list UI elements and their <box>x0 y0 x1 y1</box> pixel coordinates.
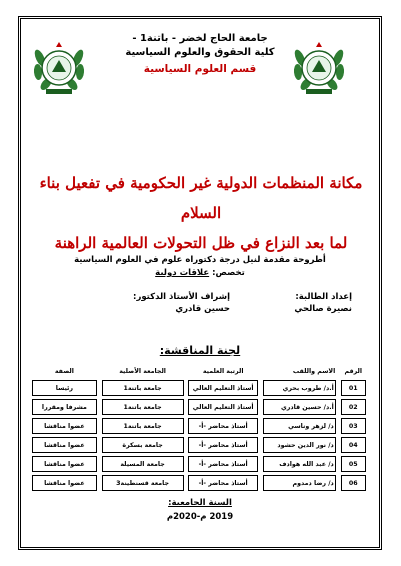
member-name: د/ رضا دمدوم <box>263 476 335 491</box>
supervisor-label: إشراف الأستاذ الدكتور: <box>133 292 230 302</box>
member-number: 06 <box>341 476 365 491</box>
committee-row <box>33 438 366 453</box>
header-university: الجامعة الأصلية <box>119 367 166 375</box>
member-rank: أستاذ محاضر -أ- <box>189 419 258 434</box>
member-number: 03 <box>341 419 365 434</box>
academic-year-label: السنة الجامعية: <box>168 498 232 508</box>
thesis-title <box>38 168 364 258</box>
member-name: أ.د/ حسين قادري <box>263 400 335 415</box>
member-rank: أستاذ محاضر -أ- <box>189 438 258 453</box>
member-number: 02 <box>341 400 365 415</box>
member-number: 01 <box>341 381 365 396</box>
header-rank: الرتبة العلمية <box>202 367 244 375</box>
committee-table <box>32 365 366 491</box>
thesis-description <box>40 254 360 280</box>
committee-row <box>33 381 366 396</box>
member-number: 05 <box>341 457 365 472</box>
star-icon <box>56 42 62 47</box>
academic-year <box>120 496 280 524</box>
member-name: د/ نور الدين حشود <box>263 438 335 453</box>
university-header <box>110 32 290 76</box>
committee-row <box>33 419 366 434</box>
member-role: عضوا مناقشا <box>33 457 97 472</box>
specialty-label: تخصص: <box>212 268 245 278</box>
header-name: الاسم واللقب <box>292 367 336 375</box>
member-university: جامعة باتنة1 <box>102 381 183 396</box>
university-name: جامعة الحاج لخضر - باتنة1 - <box>132 33 268 44</box>
header-role: الصفة <box>54 367 74 375</box>
member-rank: أستاذ محاضر -أ- <box>189 457 258 472</box>
university-emblem-right <box>290 32 348 96</box>
member-role: مشرفا ومقررا <box>33 400 97 415</box>
authors-block <box>40 291 362 325</box>
star-icon <box>316 42 322 47</box>
member-role: عضوا مناقشا <box>33 419 97 434</box>
student-label: إعداد الطالبة: <box>295 292 352 302</box>
faculty-name: كلية الحقوق والعلوم السياسية <box>125 47 275 58</box>
member-university: جامعة باتنة1 <box>102 419 183 434</box>
thesis-title-line-1: مكانة المنظمات الدولية غير الحكومية في تفعيل بناء السلام <box>39 174 363 222</box>
header-number: الرقم <box>344 367 363 375</box>
member-role: عضوا مناقشا <box>33 438 97 453</box>
member-role: رئيسا <box>33 381 97 396</box>
academic-year-value: 2019 م-2020م <box>166 512 234 522</box>
member-name: د/ عبد الله هوادف <box>263 457 335 472</box>
student-name: نصيرة صالحي <box>294 304 352 314</box>
degree-statement: أطروحة مقدمة لنيل درجة دكتوراه علوم في العلوم السياسية <box>74 255 326 265</box>
committee-table-header <box>33 365 366 377</box>
member-rank: أستاذ التعليم العالي <box>189 381 258 396</box>
supervisor-name: حسين قادري <box>175 304 230 314</box>
thesis-title-line-2: لما بعد النزاع في ظل التحولات العالمية الراهنة <box>54 234 348 252</box>
member-university: جامعة باتنة1 <box>102 400 183 415</box>
member-number: 04 <box>341 438 365 453</box>
specialty <box>40 267 360 280</box>
member-name: د/ لزهر وناسي <box>263 419 335 434</box>
member-name: أ.د/ طروب بحري <box>263 381 335 396</box>
member-university: جامعة قسنطينة3 <box>102 476 183 491</box>
member-rank: أستاذ التعليم العالي <box>189 400 258 415</box>
member-rank: أستاذ محاضر -أ- <box>189 476 258 491</box>
committee-row <box>33 476 366 491</box>
university-emblem-left <box>30 32 88 96</box>
committee-row <box>33 457 366 472</box>
supervisor-block <box>80 291 230 315</box>
member-university: جامعة المسيلة <box>102 457 183 472</box>
committee-title: لجنة المناقشة: <box>159 344 241 357</box>
member-role: عضوا مناقشا <box>33 476 97 491</box>
department-name: قسم العلوم السياسية <box>143 63 257 75</box>
specialty-value: علاقات دولية <box>155 268 210 278</box>
member-university: جامعة بسكرة <box>102 438 183 453</box>
committee-row <box>33 400 366 415</box>
